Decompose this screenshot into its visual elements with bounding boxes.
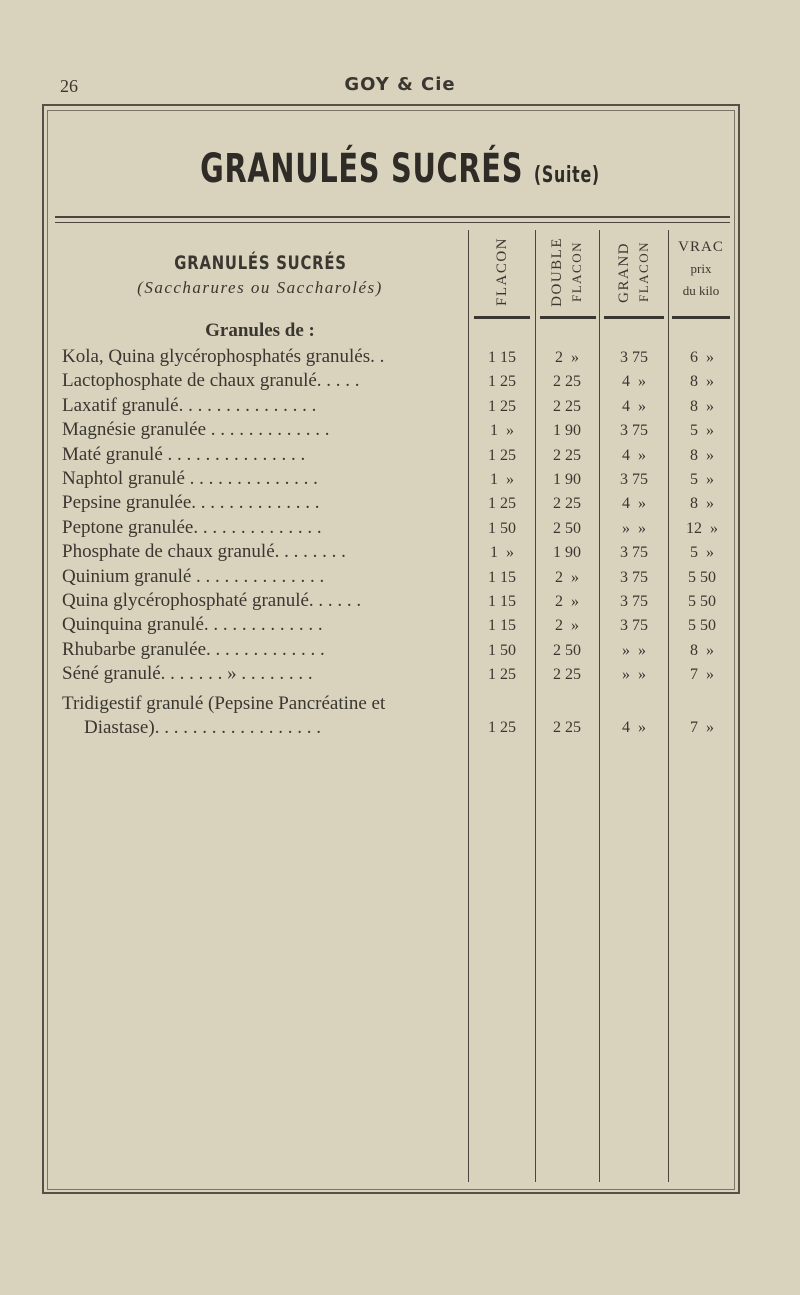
page-number: 26 — [60, 76, 78, 96]
table-row — [0, 614, 800, 638]
price-grand: 4 » — [622, 719, 646, 736]
price-double: 2 » — [555, 568, 579, 586]
price-grand: » » — [622, 519, 646, 537]
price-vrac: 8 » — [690, 397, 714, 415]
price-grand: 3 75 — [620, 593, 648, 610]
price-double: 2 » — [555, 593, 579, 610]
col-double-sub: FLACON — [569, 241, 584, 303]
price-flacon: 1 » — [490, 422, 514, 440]
table-row — [0, 517, 800, 541]
product-name: Rhubarbe granulée. . . . . . . . . . . . . — [62, 638, 325, 660]
col-double-label: DOUBLE — [549, 237, 565, 307]
header-subtitle: (Saccharures ou Saccharolés) — [137, 278, 383, 297]
price-double: 2 25 — [553, 373, 581, 391]
price-grand: 3 75 — [620, 422, 648, 440]
price-double: 1 90 — [553, 471, 581, 488]
page-title — [112, 146, 688, 192]
col-flacon-label: FLACON — [494, 237, 510, 307]
column-header-double — [536, 232, 598, 312]
table-row — [0, 663, 800, 687]
table-row — [0, 468, 800, 492]
price-flacon: 1 25 — [488, 719, 516, 736]
col-grand-label: GRAND — [616, 241, 632, 303]
table-row — [0, 492, 800, 516]
price-double: 2 50 — [553, 641, 581, 659]
title-rule-thick — [55, 216, 730, 218]
price-double: 2 25 — [553, 397, 581, 415]
table-row — [0, 590, 800, 614]
price-grand: 3 75 — [620, 349, 648, 366]
price-grand: 4 » — [622, 495, 646, 513]
price-flacon: 1 25 — [488, 373, 516, 391]
price-vrac: 5 » — [690, 544, 714, 562]
column-header-flacon — [470, 232, 534, 312]
column-header-vrac — [670, 236, 732, 302]
price-double: 2 25 — [553, 666, 581, 684]
price-grand: 3 75 — [620, 471, 648, 488]
table-row — [0, 566, 800, 590]
price-vrac: 5 50 — [688, 617, 716, 635]
price-double: 1 90 — [553, 544, 581, 562]
price-double: 2 25 — [553, 495, 581, 513]
product-name: Pepsine granulée. . . . . . . . . . . . . . — [62, 492, 320, 514]
price-flacon: 1 » — [490, 471, 514, 488]
price-flacon: 1 » — [490, 544, 514, 562]
table-row — [0, 639, 800, 663]
price-grand: » » — [622, 641, 646, 659]
price-flacon: 1 25 — [488, 666, 516, 684]
price-grand: 3 75 — [620, 544, 648, 562]
table-row — [0, 370, 800, 394]
price-vrac: 7 » — [690, 666, 714, 684]
price-flacon: 1 15 — [488, 593, 516, 610]
price-vrac: 5 50 — [688, 593, 716, 610]
price-grand: 4 » — [622, 373, 646, 391]
price-flacon: 1 50 — [488, 641, 516, 659]
price-flacon: 1 50 — [488, 519, 516, 537]
price-grand: 3 75 — [620, 617, 648, 635]
header-bar — [474, 316, 530, 319]
price-vrac: 5 50 — [688, 568, 716, 586]
price-double: 2 25 — [553, 719, 581, 736]
price-grand: 4 » — [622, 446, 646, 464]
product-name: Quinium granulé . . . . . . . . . . . . . . — [62, 565, 325, 587]
running-head: GOY & Cie — [344, 74, 456, 95]
price-flacon: 1 25 — [488, 446, 516, 464]
price-vrac: 12 » — [686, 519, 718, 537]
table-row — [0, 346, 800, 370]
price-double: 2 50 — [553, 519, 581, 537]
price-vrac: 5 » — [690, 422, 714, 440]
price-flacon: 1 25 — [488, 397, 516, 415]
table-row — [0, 444, 800, 468]
product-name-line2: Diastase). . . . . . . . . . . . . . . . . . — [84, 717, 321, 738]
column-header-grand — [600, 232, 668, 312]
price-flacon: 1 15 — [488, 568, 516, 586]
price-vrac: 5 » — [690, 471, 714, 488]
header-bar — [672, 316, 730, 319]
product-name: Kola, Quina glycérophosphatés granulés. . — [62, 346, 385, 367]
price-vrac: 8 » — [690, 446, 714, 464]
product-name: Naphtol granulé . . . . . . . . . . . . . . — [62, 468, 318, 489]
product-name: Quina glycérophosphaté granulé. . . . . . — [62, 590, 362, 611]
price-vrac: 8 » — [690, 641, 714, 659]
price-grand: 3 75 — [620, 568, 648, 586]
price-grand: 4 » — [622, 397, 646, 415]
product-name: Phosphate de chaux granulé. . . . . . . . — [62, 541, 346, 563]
product-name — [62, 692, 464, 740]
price-double: 1 90 — [553, 422, 581, 440]
price-double: 2 » — [555, 349, 579, 366]
product-name-line1: Tridigestif granulé (Pepsine Pancréatine et — [62, 693, 386, 714]
price-double: 2 » — [555, 617, 579, 635]
col-vrac-label: VRAC — [678, 239, 724, 255]
col-grand-sub: FLACON — [636, 241, 651, 303]
price-double: 2 25 — [553, 446, 581, 464]
table-row — [0, 419, 800, 443]
table-header-left — [60, 252, 460, 298]
table-row-tridigestif — [0, 692, 800, 738]
price-flacon: 1 15 — [488, 349, 516, 366]
title-rule-thin — [55, 222, 730, 223]
section-title: Granules de : — [205, 320, 315, 341]
product-name: Lactophosphate de chaux granulé. . . . . — [62, 370, 360, 392]
price-vrac: 7 » — [690, 719, 714, 736]
title-text: GRANULÉS SUCRÉS — [200, 146, 524, 192]
table-row — [0, 541, 800, 565]
product-name: Peptone granulée. . . . . . . . . . . . . . — [62, 516, 322, 538]
price-flacon: 1 25 — [488, 495, 516, 513]
header-bar — [604, 316, 664, 319]
product-name: Quinquina granulé. . . . . . . . . . . . . — [62, 614, 323, 636]
title-suffix: (Suite) — [533, 163, 600, 188]
price-flacon: 1 15 — [488, 617, 516, 635]
col-vrac-prix: prix — [690, 261, 712, 276]
price-vrac: 6 » — [690, 349, 714, 366]
price-vrac: 8 » — [690, 495, 714, 513]
header-bar — [540, 316, 596, 319]
product-name: Maté granulé . . . . . . . . . . . . . . . — [62, 443, 306, 465]
product-name: Magnésie granulée . . . . . . . . . . . . . — [62, 419, 330, 441]
price-grand: » » — [622, 666, 646, 684]
product-name: Séné granulé. . . . . . . » . . . . . . . . — [62, 663, 313, 685]
col-vrac-unit: du kilo — [682, 283, 720, 298]
table-row — [0, 395, 800, 419]
product-name: Laxatif granulé. . . . . . . . . . . . . . . — [62, 394, 317, 416]
header-title: GRANULÉS SUCRÉS — [173, 252, 347, 274]
price-vrac: 8 » — [690, 373, 714, 391]
